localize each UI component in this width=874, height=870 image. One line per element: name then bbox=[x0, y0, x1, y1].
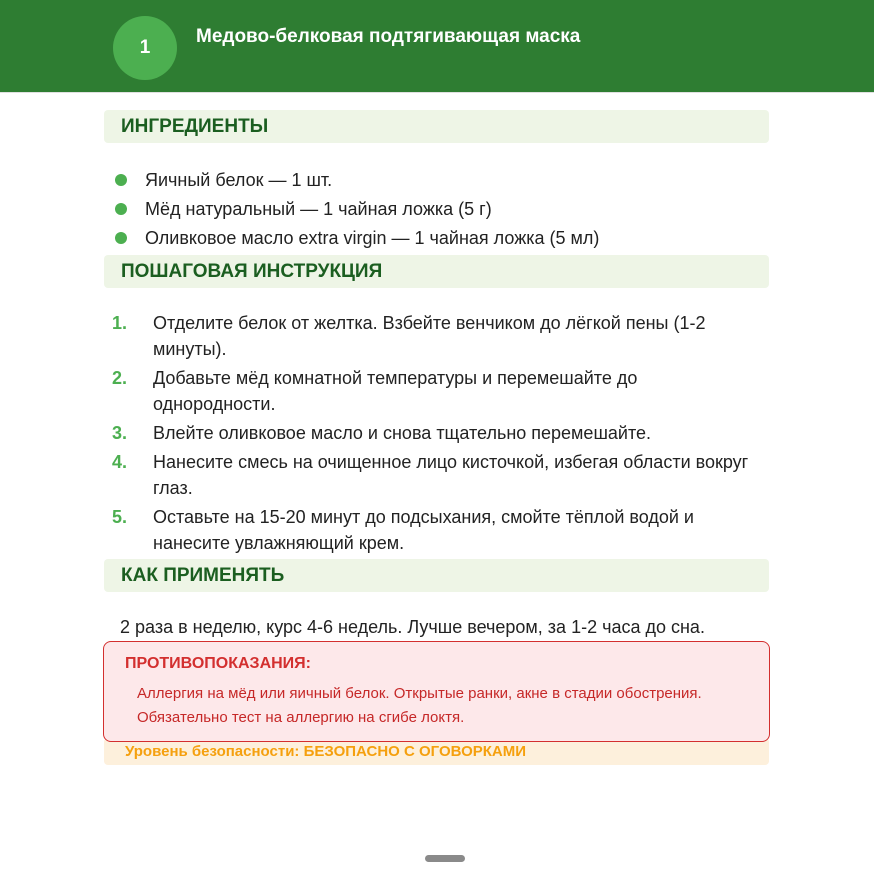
ingredients-heading: ИНГРЕДИЕНТЫ bbox=[104, 110, 769, 143]
steps-list bbox=[112, 310, 752, 559]
step-number: 5. bbox=[112, 507, 128, 527]
bullet-icon bbox=[115, 232, 127, 244]
step-number: 4. bbox=[112, 452, 128, 472]
step-number: 3. bbox=[112, 423, 128, 443]
bullet-icon bbox=[115, 203, 127, 215]
instructions-heading: ПОШАГОВАЯ ИНСТРУКЦИЯ bbox=[104, 255, 769, 288]
bullet-icon bbox=[115, 174, 127, 186]
usage-heading: КАК ПРИМЕНЯТЬ bbox=[104, 559, 769, 592]
ingredient-text: Оливковое масло extra virgin — 1 чайная ложка (5 мл) bbox=[145, 228, 600, 248]
recipe-header bbox=[0, 0, 874, 93]
ingredients-list bbox=[112, 166, 762, 253]
step-item bbox=[112, 420, 752, 446]
step-number: 2. bbox=[112, 368, 128, 388]
recipe-title: Медово-белковая подтягивающая маска bbox=[196, 26, 581, 47]
usage-text: 2 раза в неделю, курс 4-6 недель. Лучше вечером, за 1-2 часа до сна. bbox=[120, 617, 705, 637]
step-text: Нанесите смесь на очищенное лицо кисточкой, избегая области вокруг глаз. bbox=[153, 452, 749, 498]
ingredient-item bbox=[112, 195, 762, 224]
step-number: 1. bbox=[112, 313, 128, 333]
recipe-number-badge: 1 bbox=[113, 16, 177, 80]
step-item bbox=[112, 449, 752, 501]
contraindications-text: Аллергия на мёд или яичный белок. Открытые ранки, акне в стадии обострения. Обязательно тест на аллергию на сгибе локтя. bbox=[137, 685, 702, 726]
contraindications-box bbox=[103, 641, 770, 742]
step-item bbox=[112, 365, 752, 417]
step-item bbox=[112, 504, 752, 556]
step-text: Отделите белок от желтка. Взбейте венчиком до лёгкой пены (1-2 минуты). bbox=[153, 313, 706, 359]
safety-level: Уровень безопасности: БЕЗОПАСНО С ОГОВОРКАМИ bbox=[104, 738, 769, 765]
home-indicator[interactable] bbox=[425, 855, 465, 862]
ingredient-item bbox=[112, 166, 762, 195]
step-text: Оставьте на 15-20 минут до подсыхания, смойте тёплой водой и нанесите увлажняющий крем. bbox=[153, 507, 694, 553]
step-text: Влейте оливковое масло и снова тщательно перемешайте. bbox=[153, 423, 651, 443]
contraindications-title: ПРОТИВОПОКАЗАНИЯ: bbox=[125, 655, 312, 672]
ingredient-text: Яичный белок — 1 шт. bbox=[145, 170, 333, 190]
step-item bbox=[112, 310, 752, 362]
step-text: Добавьте мёд комнатной температуры и перемешайте до однородности. bbox=[153, 368, 638, 414]
ingredient-item bbox=[112, 224, 762, 253]
ingredient-text: Мёд натуральный — 1 чайная ложка (5 г) bbox=[145, 199, 492, 219]
